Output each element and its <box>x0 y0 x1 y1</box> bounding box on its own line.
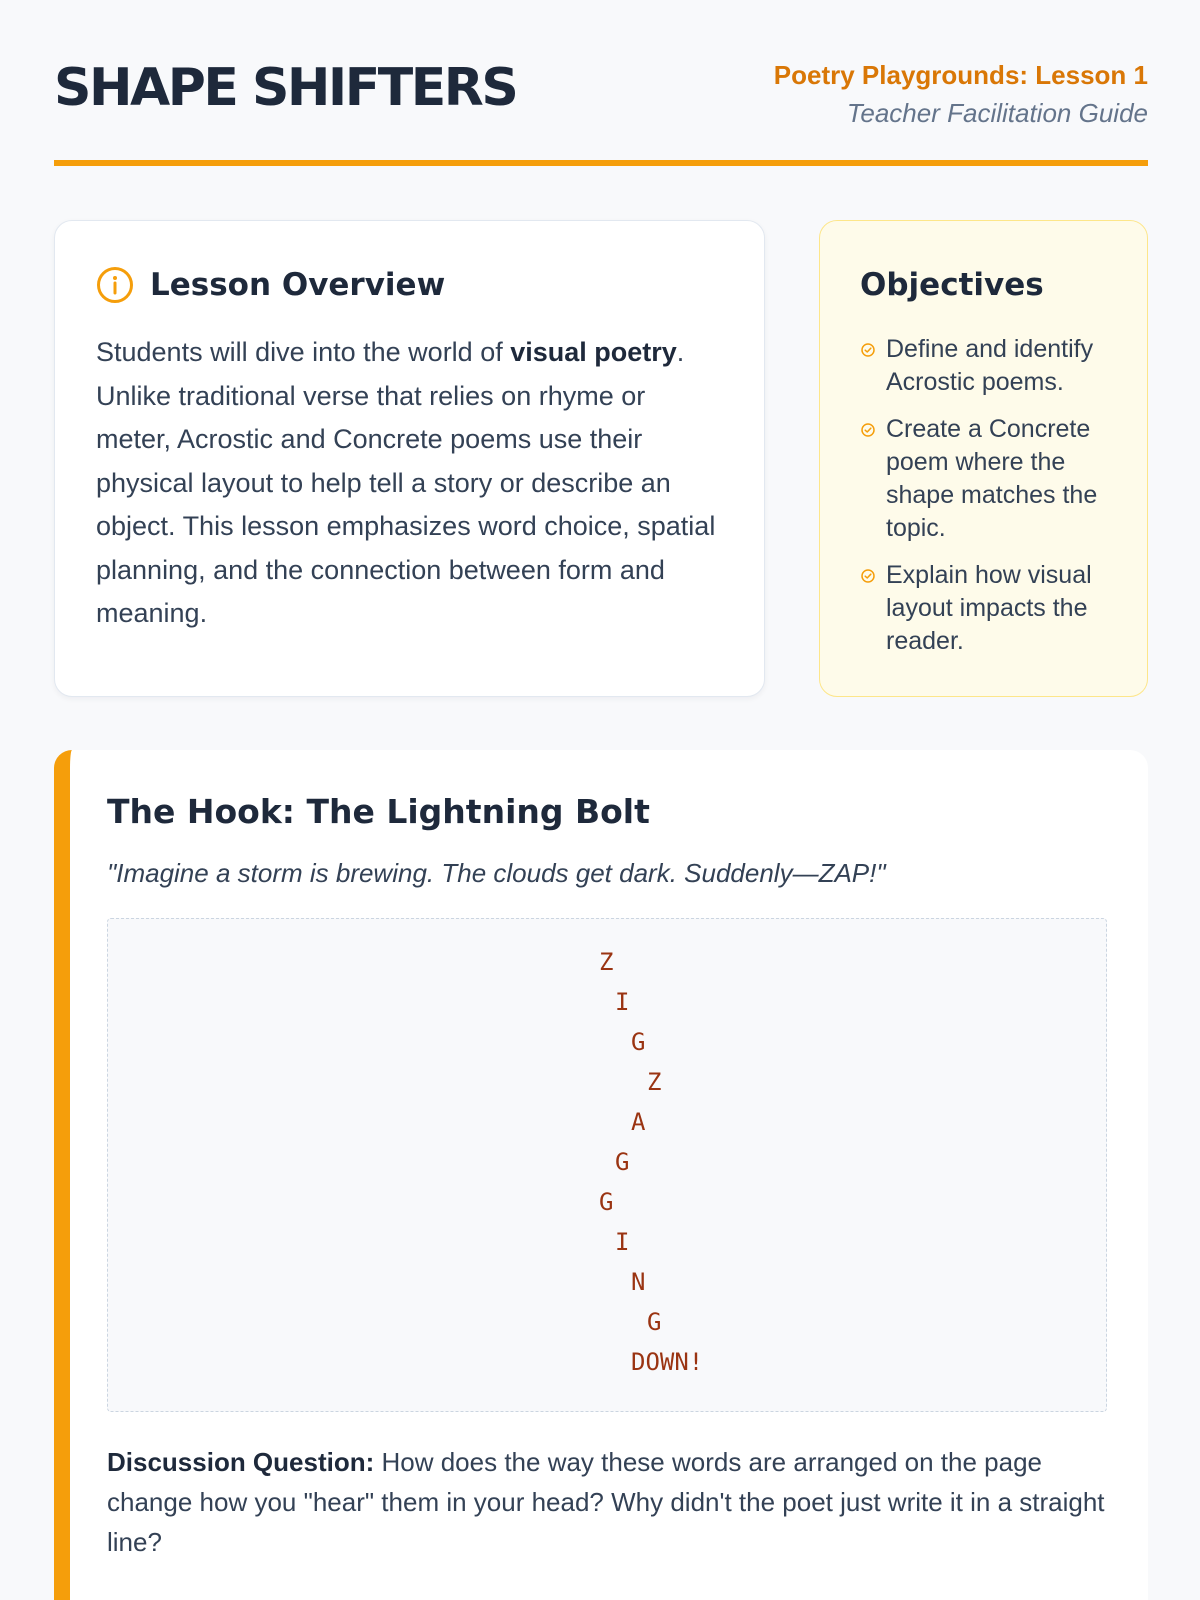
overview-paragraph <box>96 331 723 636</box>
info-icon <box>96 266 134 304</box>
poem-line: I <box>615 988 630 1016</box>
poem-line: Z <box>599 948 614 976</box>
poem-line: DOWN! <box>631 1348 704 1376</box>
discussion-text: How does the way these words are arranged on the page change how you "hear" them in your head? Why didn't the poet just write it in a straight line? <box>107 1447 1105 1557</box>
header-meta <box>774 58 1148 132</box>
objective-text: Create a Concrete poem where the shape matches the topic. <box>886 415 1098 542</box>
hook-title: The Hook: The Lightning Bolt <box>107 792 650 831</box>
poem-line: Z <box>647 1068 662 1096</box>
page-title: SHAPE SHIFTERS <box>54 58 517 118</box>
lesson-overview-card <box>54 220 765 697</box>
poem-line: G <box>599 1188 614 1216</box>
concrete-poem-box <box>107 918 1107 1412</box>
overview-text-emphasis: visual poetry <box>510 337 677 367</box>
poem-line: G <box>615 1148 630 1176</box>
objectives-card <box>819 220 1148 697</box>
objective-item <box>860 333 1107 399</box>
objective-text: Explain how visual layout impacts the reader. <box>886 561 1092 655</box>
overview-text-before: Students will dive into the world of <box>96 337 511 367</box>
overview-heading-row <box>96 265 723 305</box>
poem-line: A <box>631 1108 646 1136</box>
discussion-question <box>107 1442 1107 1562</box>
discussion-label: Discussion Question: <box>107 1447 375 1477</box>
check-circle-icon <box>860 342 876 358</box>
objectives-heading: Objectives <box>860 267 1044 303</box>
objective-item <box>860 413 1107 545</box>
objective-item <box>860 559 1107 658</box>
overview-text-after: . Unlike traditional verse that relies on rhyme or meter, Acrostic and Concrete poems use their physical layout to help tell a story or describe an object. This lesson emphasizes word choice, spatial planning, and the connection between form and meaning. <box>96 337 716 628</box>
poem-line: I <box>615 1228 630 1256</box>
page-header <box>54 0 1148 166</box>
check-circle-icon <box>860 422 876 438</box>
overview-heading: Lesson Overview <box>150 267 446 303</box>
poem-line: N <box>631 1268 646 1296</box>
guide-subtitle: Teacher Facilitation Guide <box>846 98 1148 128</box>
poem-line: G <box>631 1028 646 1056</box>
check-circle-icon <box>860 568 876 584</box>
objective-text: Define and identify Acrostic poems. <box>886 335 1094 396</box>
poem-line: G <box>647 1308 662 1336</box>
hook-section <box>54 750 1148 1600</box>
objectives-list <box>860 333 1107 658</box>
hook-quote: "Imagine a storm is brewing. The clouds get dark. Suddenly—ZAP!" <box>107 858 886 888</box>
lesson-series-label: Poetry Playgrounds: Lesson 1 <box>773 60 1148 90</box>
